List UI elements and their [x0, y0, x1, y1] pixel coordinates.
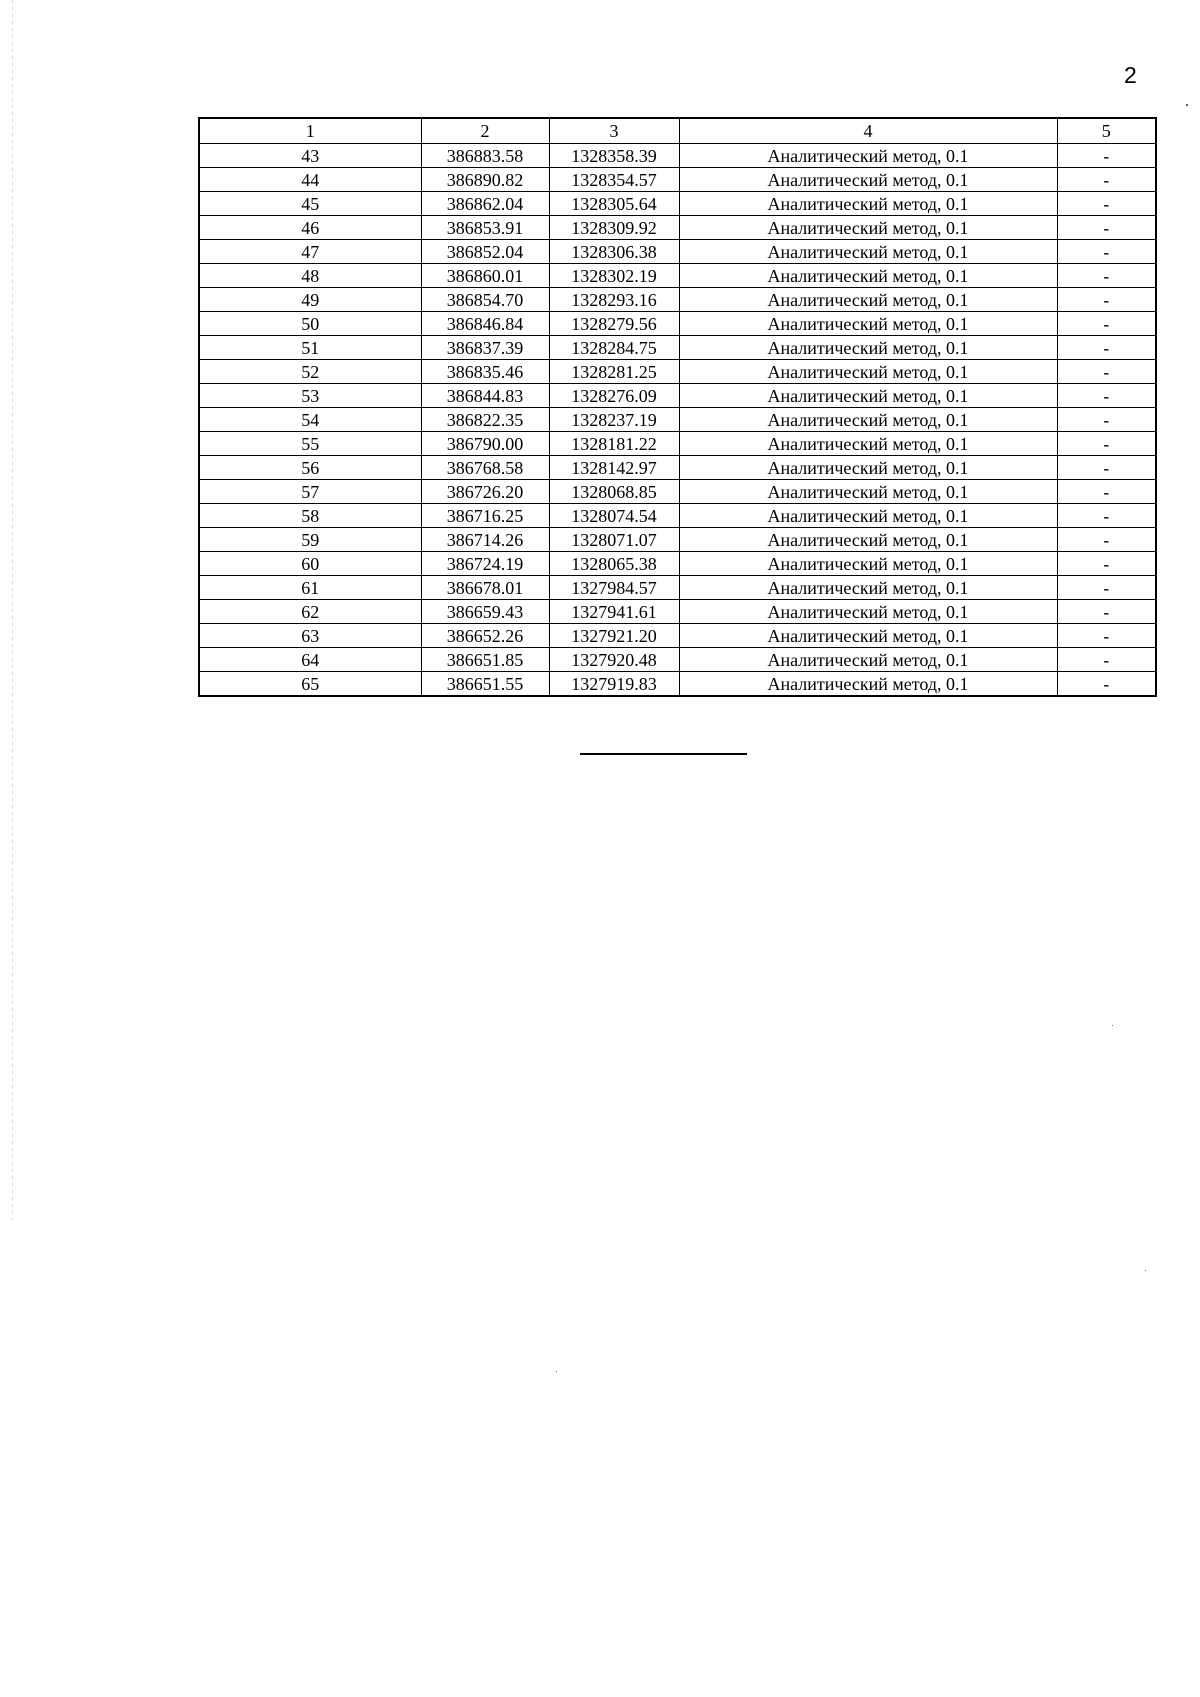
point-number-cell: 55: [199, 432, 421, 456]
table-row: [199, 480, 1156, 504]
x-coordinate-cell: 386714.26: [421, 528, 549, 552]
method-accuracy-cell: Аналитический метод, 0.1: [679, 192, 1057, 216]
note-cell: -: [1057, 600, 1156, 624]
x-coordinate-cell: 386659.43: [421, 600, 549, 624]
method-accuracy-cell: Аналитический метод, 0.1: [679, 600, 1057, 624]
method-accuracy-cell: Аналитический метод, 0.1: [679, 576, 1057, 600]
x-coordinate-cell: 386846.84: [421, 312, 549, 336]
point-number-cell: 50: [199, 312, 421, 336]
table-row: [199, 504, 1156, 528]
x-coordinate-cell: 386862.04: [421, 192, 549, 216]
y-coordinate-cell: 1328284.75: [549, 336, 679, 360]
point-number-cell: 57: [199, 480, 421, 504]
x-coordinate-cell: 386835.46: [421, 360, 549, 384]
y-coordinate-cell: 1328068.85: [549, 480, 679, 504]
y-coordinate-cell: 1328074.54: [549, 504, 679, 528]
point-number-cell: 54: [199, 408, 421, 432]
note-cell: -: [1057, 264, 1156, 288]
y-coordinate-cell: 1328142.97: [549, 456, 679, 480]
table-header-row: [199, 118, 1156, 144]
note-cell: -: [1057, 360, 1156, 384]
scan-edge-artifact: [12, 0, 13, 1220]
method-accuracy-cell: Аналитический метод, 0.1: [679, 168, 1057, 192]
scan-speck: [1112, 1025, 1113, 1026]
point-number-cell: 65: [199, 672, 421, 697]
method-accuracy-cell: Аналитический метод, 0.1: [679, 480, 1057, 504]
point-number-cell: 61: [199, 576, 421, 600]
method-accuracy-cell: Аналитический метод, 0.1: [679, 552, 1057, 576]
x-coordinate-cell: 386726.20: [421, 480, 549, 504]
y-coordinate-cell: 1328354.57: [549, 168, 679, 192]
table-row: [199, 216, 1156, 240]
method-accuracy-cell: Аналитический метод, 0.1: [679, 360, 1057, 384]
x-coordinate-cell: 386854.70: [421, 288, 549, 312]
y-coordinate-cell: 1328293.16: [549, 288, 679, 312]
point-number-cell: 60: [199, 552, 421, 576]
table-row: [199, 240, 1156, 264]
note-cell: -: [1057, 408, 1156, 432]
x-coordinate-cell: 386768.58: [421, 456, 549, 480]
point-number-cell: 53: [199, 384, 421, 408]
y-coordinate-cell: 1328309.92: [549, 216, 679, 240]
note-cell: -: [1057, 144, 1156, 168]
point-number-cell: 56: [199, 456, 421, 480]
y-coordinate-cell: 1328276.09: [549, 384, 679, 408]
note-cell: -: [1057, 384, 1156, 408]
x-coordinate-cell: 386844.83: [421, 384, 549, 408]
table-row: [199, 360, 1156, 384]
y-coordinate-cell: 1327941.61: [549, 600, 679, 624]
x-coordinate-cell: 386716.25: [421, 504, 549, 528]
point-number-cell: 48: [199, 264, 421, 288]
coordinates-table-body: [199, 118, 1156, 696]
column-header: 5: [1057, 118, 1156, 144]
table-row: [199, 144, 1156, 168]
method-accuracy-cell: Аналитический метод, 0.1: [679, 336, 1057, 360]
note-cell: -: [1057, 192, 1156, 216]
table-row: [199, 192, 1156, 216]
x-coordinate-cell: 386724.19: [421, 552, 549, 576]
point-number-cell: 64: [199, 648, 421, 672]
table-row: [199, 312, 1156, 336]
method-accuracy-cell: Аналитический метод, 0.1: [679, 432, 1057, 456]
method-accuracy-cell: Аналитический метод, 0.1: [679, 312, 1057, 336]
x-coordinate-cell: 386852.04: [421, 240, 549, 264]
table-row: [199, 264, 1156, 288]
point-number-cell: 45: [199, 192, 421, 216]
method-accuracy-cell: Аналитический метод, 0.1: [679, 624, 1057, 648]
column-header: 3: [549, 118, 679, 144]
point-number-cell: 62: [199, 600, 421, 624]
table-row: [199, 672, 1156, 697]
x-coordinate-cell: 386651.55: [421, 672, 549, 697]
x-coordinate-cell: 386883.58: [421, 144, 549, 168]
y-coordinate-cell: 1327921.20: [549, 624, 679, 648]
note-cell: -: [1057, 504, 1156, 528]
method-accuracy-cell: Аналитический метод, 0.1: [679, 672, 1057, 697]
table-row: [199, 576, 1156, 600]
note-cell: -: [1057, 312, 1156, 336]
note-cell: -: [1057, 480, 1156, 504]
note-cell: -: [1057, 240, 1156, 264]
y-coordinate-cell: 1328306.38: [549, 240, 679, 264]
note-cell: -: [1057, 624, 1156, 648]
table-row: [199, 552, 1156, 576]
point-number-cell: 49: [199, 288, 421, 312]
point-number-cell: 46: [199, 216, 421, 240]
method-accuracy-cell: Аналитический метод, 0.1: [679, 408, 1057, 432]
x-coordinate-cell: 386822.35: [421, 408, 549, 432]
y-coordinate-cell: 1328281.25: [549, 360, 679, 384]
note-cell: -: [1057, 552, 1156, 576]
table-row: [199, 528, 1156, 552]
scan-speck: [1186, 104, 1188, 106]
method-accuracy-cell: Аналитический метод, 0.1: [679, 504, 1057, 528]
table-row: [199, 336, 1156, 360]
scan-speck: [1145, 1270, 1146, 1271]
method-accuracy-cell: Аналитический метод, 0.1: [679, 240, 1057, 264]
page-number: 2: [1124, 62, 1137, 88]
method-accuracy-cell: Аналитический метод, 0.1: [679, 264, 1057, 288]
y-coordinate-cell: 1328071.07: [549, 528, 679, 552]
method-accuracy-cell: Аналитический метод, 0.1: [679, 456, 1057, 480]
y-coordinate-cell: 1328065.38: [549, 552, 679, 576]
note-cell: -: [1057, 288, 1156, 312]
x-coordinate-cell: 386837.39: [421, 336, 549, 360]
note-cell: -: [1057, 456, 1156, 480]
x-coordinate-cell: 386790.00: [421, 432, 549, 456]
column-header: 1: [199, 118, 421, 144]
x-coordinate-cell: 386890.82: [421, 168, 549, 192]
table-row: [199, 408, 1156, 432]
table-row: [199, 600, 1156, 624]
point-number-cell: 59: [199, 528, 421, 552]
method-accuracy-cell: Аналитический метод, 0.1: [679, 528, 1057, 552]
point-number-cell: 47: [199, 240, 421, 264]
note-cell: -: [1057, 576, 1156, 600]
y-coordinate-cell: 1327919.83: [549, 672, 679, 697]
point-number-cell: 51: [199, 336, 421, 360]
table-row: [199, 432, 1156, 456]
note-cell: -: [1057, 216, 1156, 240]
end-of-document-line: [580, 753, 747, 755]
method-accuracy-cell: Аналитический метод, 0.1: [679, 648, 1057, 672]
scan-speck: [556, 1371, 557, 1372]
point-number-cell: 63: [199, 624, 421, 648]
method-accuracy-cell: Аналитический метод, 0.1: [679, 288, 1057, 312]
x-coordinate-cell: 386652.26: [421, 624, 549, 648]
table-row: [199, 168, 1156, 192]
x-coordinate-cell: 386860.01: [421, 264, 549, 288]
table-row: [199, 288, 1156, 312]
y-coordinate-cell: 1328181.22: [549, 432, 679, 456]
y-coordinate-cell: 1328279.56: [549, 312, 679, 336]
y-coordinate-cell: 1328237.19: [549, 408, 679, 432]
column-header: 4: [679, 118, 1057, 144]
y-coordinate-cell: 1327920.48: [549, 648, 679, 672]
coordinates-table: [198, 117, 1157, 697]
note-cell: -: [1057, 648, 1156, 672]
note-cell: -: [1057, 672, 1156, 697]
point-number-cell: 52: [199, 360, 421, 384]
note-cell: -: [1057, 432, 1156, 456]
column-header: 2: [421, 118, 549, 144]
y-coordinate-cell: 1328305.64: [549, 192, 679, 216]
y-coordinate-cell: 1327984.57: [549, 576, 679, 600]
y-coordinate-cell: 1328358.39: [549, 144, 679, 168]
point-number-cell: 58: [199, 504, 421, 528]
method-accuracy-cell: Аналитический метод, 0.1: [679, 144, 1057, 168]
note-cell: -: [1057, 168, 1156, 192]
y-coordinate-cell: 1328302.19: [549, 264, 679, 288]
point-number-cell: 44: [199, 168, 421, 192]
x-coordinate-cell: 386853.91: [421, 216, 549, 240]
note-cell: -: [1057, 336, 1156, 360]
table-row: [199, 624, 1156, 648]
point-number-cell: 43: [199, 144, 421, 168]
x-coordinate-cell: 386678.01: [421, 576, 549, 600]
table-row: [199, 648, 1156, 672]
method-accuracy-cell: Аналитический метод, 0.1: [679, 384, 1057, 408]
note-cell: -: [1057, 528, 1156, 552]
table-row: [199, 456, 1156, 480]
x-coordinate-cell: 386651.85: [421, 648, 549, 672]
method-accuracy-cell: Аналитический метод, 0.1: [679, 216, 1057, 240]
table-row: [199, 384, 1156, 408]
